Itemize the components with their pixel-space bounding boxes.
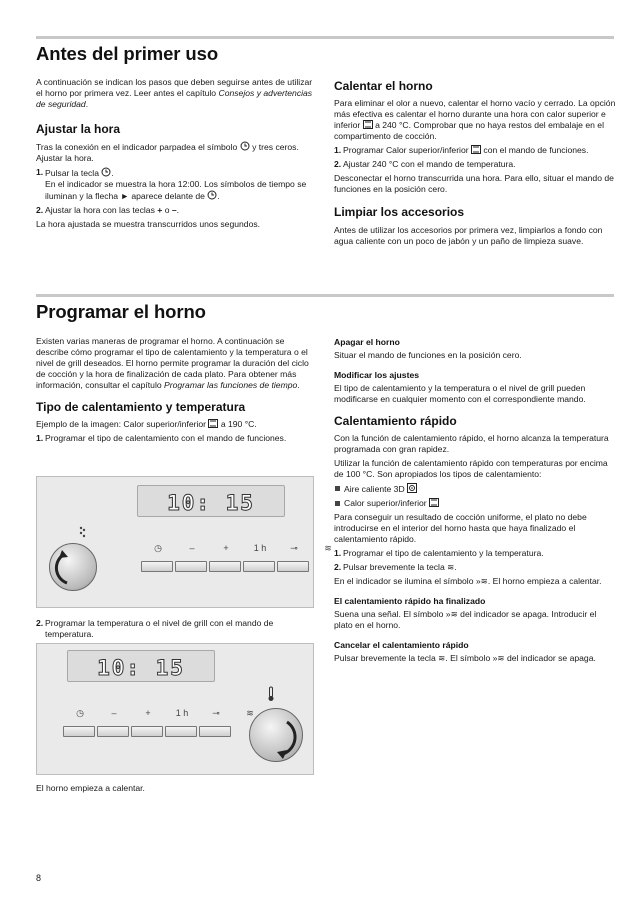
programar-left-column (36, 336, 314, 447)
ajustar-step-2: 2. Ajustar la hora con las teclas + o –. (36, 205, 180, 216)
function-knob[interactable] (49, 543, 97, 591)
panel-button[interactable] (199, 726, 231, 737)
key-lock-icon: ⊸ (212, 708, 220, 718)
panel-button[interactable] (175, 561, 207, 572)
page-number: 8 (36, 873, 42, 883)
calentar-closing: Desconectar el horno transcurrida una hora. Para ello, situar el mando de funciones en la posición cero. (334, 173, 614, 195)
cancelar-text: Pulsar brevemente la tecla ≋. El símbolo »≋ del indicador se apaga. (334, 653, 596, 664)
rapid-heat-icon: ≋ (246, 708, 254, 718)
programar-right-column (334, 330, 616, 667)
minus-icon: – (171, 205, 177, 216)
top-bottom-heat-icon (363, 120, 373, 129)
rotate-arrow-icon (49, 543, 97, 591)
function-indicator-icon (77, 525, 91, 539)
rapid-heat-icon: ≋ (324, 543, 332, 553)
panel-button[interactable] (141, 561, 173, 572)
calentar-step-2: 2. Ajustar 240 °C con el mando de temperatura. (334, 159, 516, 170)
antes-right-column (334, 71, 616, 250)
calentar-step-1: 1. Programar Calor superior/inferior con el mando de funciones. (334, 145, 589, 156)
calentar-text: Para eliminar el olor a nuevo, calentar el horno vacío y cerrado. La opción más efectiva es calentar el horno durante una hora con calor superior e inferior a 240 °C. Comprobar que no haya restos del embalaje en el compartimento de cocción. (334, 98, 616, 142)
modificar-text: El tipo de calentamiento y la temperatura o el nivel de grill pueden modificarse en cualquier momento con el correspondiente mando. (334, 383, 586, 404)
rapid-heat-symbol-icon: »≋ (475, 576, 488, 587)
heading-ajustar-hora: Ajustar la hora (36, 122, 121, 136)
hour-key-label: 1 h (175, 708, 189, 718)
panel-button[interactable] (277, 561, 309, 572)
programar-intro: Existen varias maneras de programar el horno. A continuación se describe cómo programar el tipo de calentamiento y la temperatura o el nivel de grill deseados. El horno permite programar la duración del ciclo de cocción y la hora de finalización de cada plato. Para obtener más información, consultar el capítulo Programar las funciones de tiempo. (36, 336, 309, 390)
rapid-heat-key-icon: ≋ (438, 653, 446, 664)
tipo-step-2: 2. Programar la temperatura o el nivel de grill con el mando de temperatura. (36, 618, 274, 639)
tipo-step-1: 1. Programar el tipo de calentamiento con el mando de funciones. (36, 433, 287, 444)
oven-display: 10: 15 (137, 485, 285, 517)
rapido-bullet-1: Aire caliente 3D (334, 483, 616, 495)
heading-cancelar-rapido: Cancelar el calentamiento rápido (334, 640, 469, 651)
rapid-heat-symbol-icon: »≋ (445, 609, 458, 620)
plus-icon: + (157, 205, 163, 216)
panel-button[interactable] (165, 726, 197, 737)
clock-icon (207, 190, 217, 200)
ajustar-text: Tras la conexión en el indicador parpadea el símbolo y tres ceros. Ajustar la hora. (36, 142, 299, 164)
programar-left-column-2 (36, 618, 314, 643)
rapido-step-1: 1. Programar el tipo de calentamiento y la temperatura. (334, 548, 544, 559)
panel-button[interactable] (97, 726, 129, 737)
heading-calentamiento-rapido: Calentamiento rápido (334, 414, 457, 428)
heading-calentar-horno: Calentar el horno (334, 79, 433, 93)
rapido-text-1: Con la función de calentamiento rápido, el horno alcanza la temperatura programada con gran rapidez. (334, 433, 609, 455)
finalizado-text: Suena una señal. El símbolo »≋ del indicador se apaga. Introducir el plato en el horno. (334, 609, 597, 631)
hour-key-label: 1 h (253, 543, 267, 553)
panel-button[interactable] (131, 726, 163, 737)
programar-left-column-3 (36, 783, 314, 797)
minus-key-icon: – (111, 708, 117, 718)
rapido-step-2: 2. Pulsar brevemente la tecla ≋. (334, 562, 457, 573)
ajustar-step-1: 1. Pulsar la tecla . En el indicador se muestra la hora 12:00. Los símbolos de tiempo se iluminan y la flecha ► aparece delante de . (36, 167, 307, 202)
limpiar-text: Antes de utilizar los accesorios por primera vez, limpiarlos a fondo con agua caliente con un poco de jabón y un paño de limpieza suave. (334, 224, 603, 246)
heading-rapido-finalizado: El calentamiento rápido ha finalizado (334, 596, 486, 607)
plus-key-icon: + (223, 543, 229, 553)
panel-button[interactable] (243, 561, 275, 572)
rapido-text-4: En el indicador se ilumina el símbolo »≋. El horno empieza a calentar. (334, 576, 602, 587)
section-title-antes: Antes del primer uso (36, 43, 219, 64)
antes-intro: A continuación se indican los pasos que deben seguirse antes de utilizar el horno por primera vez. Leer antes el capítulo Consejos y advertencias de seguridad. (36, 77, 313, 109)
panel-button[interactable] (209, 561, 241, 572)
ajustar-closing: La hora ajustada se muestra transcurridos unos segundos. (36, 219, 261, 230)
rapido-text-3: Para conseguir un resultado de cocción uniforme, el plato no debe introducirse en el interior del horno hasta que haya finalizado el calentamiento rápido. (334, 512, 587, 545)
heading-tipo-calentamiento: Tipo de calentamiento y temperatura (36, 400, 246, 414)
panel-button[interactable] (63, 726, 95, 737)
panel-button-row (63, 726, 231, 737)
clock-icon (101, 167, 111, 177)
panel-key-symbols (141, 543, 345, 555)
top-bottom-heat-icon (429, 498, 439, 507)
rapid-heat-key-icon: ≋ (447, 562, 455, 573)
tipo-closing: El horno empieza a calentar. (36, 783, 145, 793)
heading-apagar-horno: Apagar el horno (334, 337, 400, 347)
fan-heat-icon (407, 483, 417, 493)
top-bottom-heat-icon (471, 145, 481, 154)
section-title-programar: Programar el horno (36, 301, 206, 322)
key-lock-icon: ⊸ (290, 543, 298, 553)
clock-key-icon: ◷ (154, 543, 162, 553)
oven-display: 10: 15 (67, 650, 215, 682)
oven-panel-illustration-1 (36, 476, 332, 608)
top-bottom-heat-icon (208, 419, 218, 428)
clock-key-icon: ◷ (76, 708, 84, 718)
minus-key-icon: – (189, 543, 195, 553)
heading-modificar-ajustes: Modificar los ajustes (334, 370, 420, 380)
antes-left-column (36, 77, 314, 233)
panel-key-symbols (63, 708, 267, 720)
rapido-text-2: Utilizar la función de calentamiento rápido con temperaturas por encima de 100 °C. Son apropiados los tipos de calentamiento: (334, 458, 608, 480)
heading-limpiar-accesorios: Limpiar los accesorios (334, 205, 465, 220)
section-rule-middle (36, 294, 614, 297)
tipo-example: Ejemplo de la imagen: Calor superior/inferior a 190 °C. (36, 419, 257, 430)
rapido-bullet-2: Calor superior/inferior (334, 498, 616, 509)
oven-panel-illustration-2 (36, 643, 314, 775)
thermometer-icon (266, 686, 276, 702)
rapid-heat-symbol-icon: »≋ (492, 653, 505, 664)
clock-icon (240, 141, 250, 151)
section-rule-top (36, 36, 614, 39)
plus-key-icon: + (145, 708, 151, 718)
panel-button-row (141, 561, 309, 572)
apagar-text: Situar el mando de funciones en la posición cero. (334, 350, 522, 360)
